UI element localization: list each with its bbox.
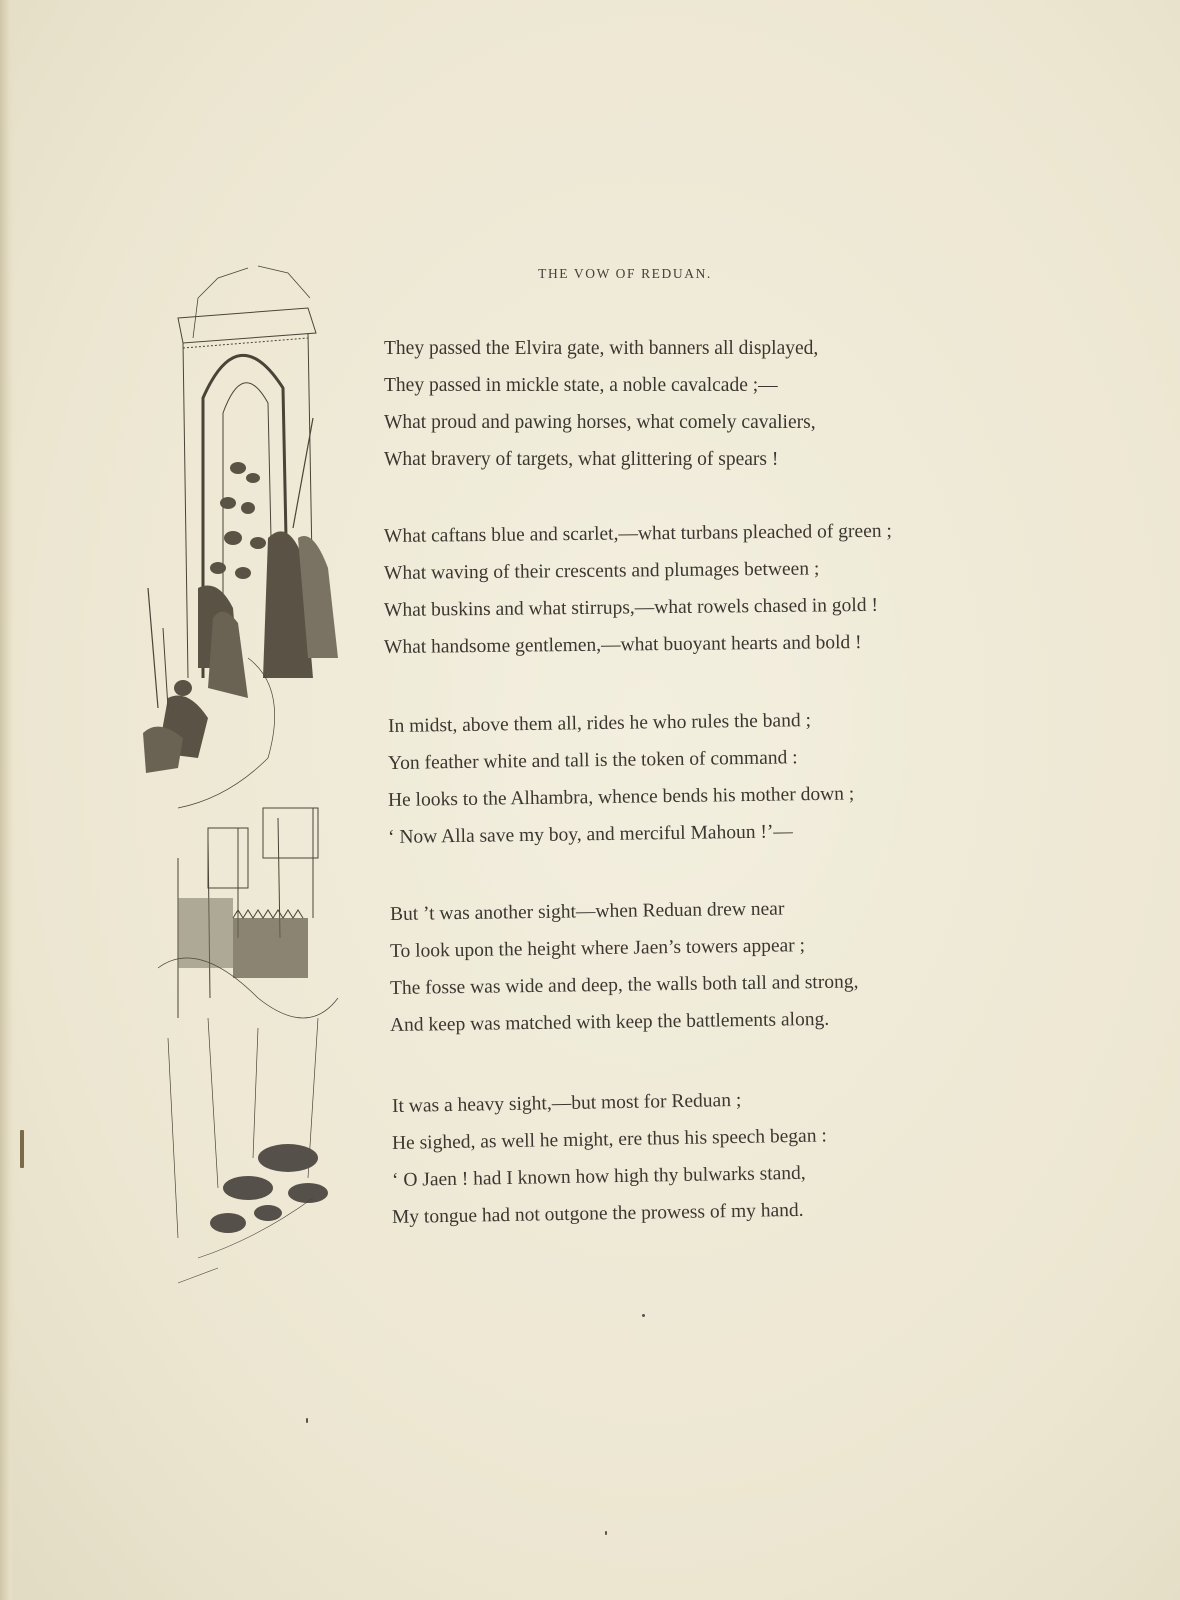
verse-line: What handsome gentlemen,—what buoyant hearts and bold ! [383, 631, 862, 658]
stanza-2 [384, 518, 1004, 666]
verse-line: Yon feather white and tall is the token of command : [387, 747, 798, 774]
verse-line: He looks to the Alhambra, whence bends his mother down ; [387, 783, 855, 811]
page-title: THE VOW OF REDUAN. [538, 266, 712, 281]
verse-line: And keep was matched with keep the battlements along. [389, 1008, 830, 1036]
verse-line: To look upon the height where Jaen’s towers appear ; [389, 935, 806, 962]
verse-line: ‘ Now Alla save my boy, and merciful Mahoun !’— [387, 821, 794, 848]
engraving-icon [143, 266, 338, 1283]
verse-line: In midst, above them all, rides he who rules the band ; [387, 710, 812, 737]
stanza-3 [388, 708, 1008, 856]
verse-line: My tongue had not outgone the prowess of my hand. [391, 1199, 804, 1228]
verse-line: But ’t was another sight—when Reduan drew near [389, 898, 785, 925]
verse-line: ‘ O Jaen ! had I known how high thy bulwarks stand, [391, 1162, 806, 1191]
stanza-4 [390, 896, 1010, 1044]
verse-line: He sighed, as well he might, ere thus his speech began : [391, 1125, 827, 1154]
page-spine-shadow [0, 0, 14, 1600]
verse-line: What bravery of targets, what glittering of spears ! [384, 449, 779, 470]
verse-line: They passed the Elvira gate, with banners all displayed, [384, 338, 819, 359]
stanza-5 [392, 1088, 1012, 1236]
engraving-illustration [138, 238, 363, 1318]
verse-line: It was a heavy sight,—but most for Reduan ; [391, 1089, 742, 1117]
paper-blemish [20, 1130, 24, 1168]
verse-line: They passed in mickle state, a noble cavalcade ;— [384, 375, 778, 396]
paper-speck [306, 1418, 308, 1423]
verse-line: The fosse was wide and deep, the walls both tall and strong, [389, 971, 859, 999]
verse-line: What waving of their crescents and plumages between ; [383, 558, 820, 584]
paper-speck [605, 1531, 607, 1535]
verse-line: What proud and pawing horses, what comely cavaliers, [384, 412, 816, 433]
verse-line: What caftans blue and scarlet,—what turbans pleached of green ; [383, 520, 892, 547]
stanza-1 [384, 330, 1004, 478]
verse-line: What buskins and what stirrups,—what rowels chased in gold ! [383, 594, 879, 621]
paper-speck [642, 1314, 645, 1317]
